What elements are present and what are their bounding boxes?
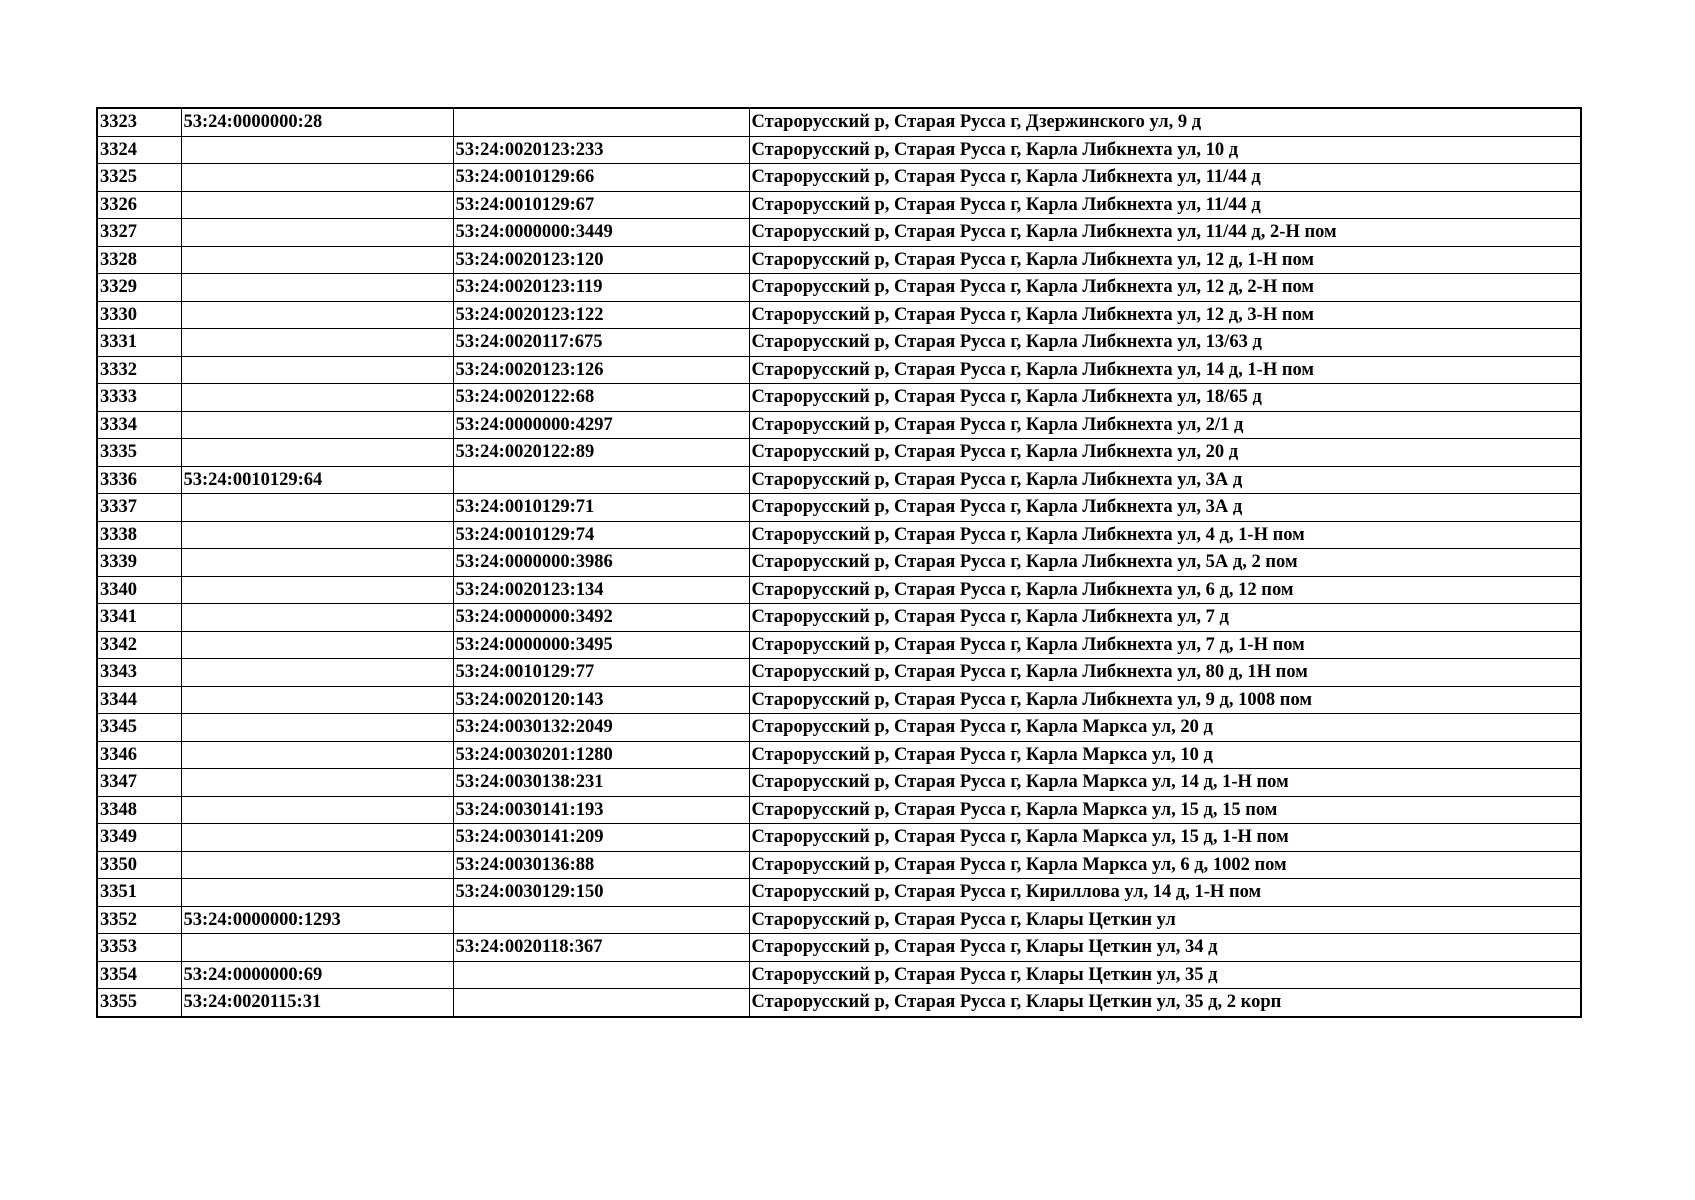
building-cadastral-number-cell: 53:24:0020123:122	[453, 301, 749, 329]
building-cadastral-number-cell: 53:24:0020118:367	[453, 934, 749, 962]
building-cadastral-number-cell: 53:24:0010129:77	[453, 659, 749, 687]
address-cell: Старорусский р, Старая Русса г, Карла Либкнехта ул, 2/1 д	[749, 411, 1581, 439]
address-cell: Старорусский р, Старая Русса г, Кириллова ул, 14 д, 1-Н пом	[749, 879, 1581, 907]
table-row	[97, 961, 1581, 989]
building-cadastral-number-cell: 53:24:0020123:134	[453, 576, 749, 604]
address-cell: Старорусский р, Старая Русса г, Карла Либкнехта ул, 20 д	[749, 439, 1581, 467]
cadastral-number-cell	[181, 136, 453, 164]
table-row	[97, 879, 1581, 907]
building-cadastral-number-cell: 53:24:0030129:150	[453, 879, 749, 907]
cadastral-number-cell	[181, 824, 453, 852]
cadastral-number-cell	[181, 576, 453, 604]
row-number-cell: 3338	[97, 521, 181, 549]
building-cadastral-number-cell: 53:24:0020117:675	[453, 329, 749, 357]
row-number-cell: 3352	[97, 906, 181, 934]
building-cadastral-number-cell	[453, 961, 749, 989]
address-cell: Старорусский р, Старая Русса г, Карла Либкнехта ул, 11/44 д	[749, 191, 1581, 219]
row-number-cell: 3345	[97, 714, 181, 742]
table-row	[97, 549, 1581, 577]
address-cell: Старорусский р, Старая Русса г, Карла Либкнехта ул, 11/44 д	[749, 164, 1581, 192]
cadastral-number-cell	[181, 604, 453, 632]
cadastral-number-cell	[181, 631, 453, 659]
row-number-cell: 3331	[97, 329, 181, 357]
building-cadastral-number-cell: 53:24:0030136:88	[453, 851, 749, 879]
cadastral-number-cell	[181, 274, 453, 302]
table-row	[97, 686, 1581, 714]
address-cell: Старорусский р, Старая Русса г, Карла Либкнехта ул, 12 д, 1-Н пом	[749, 246, 1581, 274]
building-cadastral-number-cell: 53:24:0010129:67	[453, 191, 749, 219]
cadastral-number-cell	[181, 191, 453, 219]
cadastral-number-cell	[181, 686, 453, 714]
document-sheet	[96, 107, 1582, 1018]
table-row	[97, 329, 1581, 357]
address-cell: Старорусский р, Старая Русса г, Клары Цеткин ул, 34 д	[749, 934, 1581, 962]
building-cadastral-number-cell: 53:24:0030141:193	[453, 796, 749, 824]
building-cadastral-number-cell: 53:24:0030141:209	[453, 824, 749, 852]
building-cadastral-number-cell: 53:24:0020123:119	[453, 274, 749, 302]
table-row	[97, 164, 1581, 192]
cadastral-number-cell	[181, 769, 453, 797]
address-cell: Старорусский р, Старая Русса г, Карла Либкнехта ул, 11/44 д, 2-Н пом	[749, 219, 1581, 247]
row-number-cell: 3326	[97, 191, 181, 219]
row-number-cell: 3353	[97, 934, 181, 962]
row-number-cell: 3355	[97, 989, 181, 1017]
row-number-cell: 3330	[97, 301, 181, 329]
address-cell: Старорусский р, Старая Русса г, Карла Либкнехта ул, 18/65 д	[749, 384, 1581, 412]
row-number-cell: 3336	[97, 466, 181, 494]
table-row	[97, 274, 1581, 302]
cadastral-number-cell	[181, 741, 453, 769]
row-number-cell: 3344	[97, 686, 181, 714]
row-number-cell: 3328	[97, 246, 181, 274]
address-cell: Старорусский р, Старая Русса г, Карла Либкнехта ул, 80 д, 1Н пом	[749, 659, 1581, 687]
building-cadastral-number-cell: 53:24:0000000:3492	[453, 604, 749, 632]
cadastral-number-cell: 53:24:0000000:69	[181, 961, 453, 989]
table-row	[97, 631, 1581, 659]
table-row	[97, 384, 1581, 412]
row-number-cell: 3333	[97, 384, 181, 412]
table-row	[97, 219, 1581, 247]
row-number-cell: 3332	[97, 356, 181, 384]
address-cell: Старорусский р, Старая Русса г, Карла Либкнехта ул, 12 д, 2-Н пом	[749, 274, 1581, 302]
address-cell: Старорусский р, Старая Русса г, Карла Либкнехта ул, 14 д, 1-Н пом	[749, 356, 1581, 384]
address-cell: Старорусский р, Старая Русса г, Карла Либкнехта ул, 9 д, 1008 пом	[749, 686, 1581, 714]
row-number-cell: 3325	[97, 164, 181, 192]
row-number-cell: 3334	[97, 411, 181, 439]
cadastral-number-cell	[181, 301, 453, 329]
row-number-cell: 3342	[97, 631, 181, 659]
table-row	[97, 494, 1581, 522]
property-registry-table	[96, 107, 1582, 1018]
cadastral-number-cell	[181, 521, 453, 549]
building-cadastral-number-cell: 53:24:0020123:126	[453, 356, 749, 384]
row-number-cell: 3329	[97, 274, 181, 302]
cadastral-number-cell	[181, 714, 453, 742]
row-number-cell: 3346	[97, 741, 181, 769]
address-cell: Старорусский р, Старая Русса г, Дзержинского ул, 9 д	[749, 108, 1581, 136]
address-cell: Старорусский р, Старая Русса г, Карла Либкнехта ул, 5А д, 2 пом	[749, 549, 1581, 577]
cadastral-number-cell	[181, 219, 453, 247]
building-cadastral-number-cell: 53:24:0020122:89	[453, 439, 749, 467]
cadastral-number-cell: 53:24:0020115:31	[181, 989, 453, 1017]
cadastral-number-cell	[181, 439, 453, 467]
building-cadastral-number-cell	[453, 466, 749, 494]
cadastral-number-cell	[181, 879, 453, 907]
row-number-cell: 3340	[97, 576, 181, 604]
building-cadastral-number-cell	[453, 108, 749, 136]
address-cell: Старорусский р, Старая Русса г, Карла Маркса ул, 20 д	[749, 714, 1581, 742]
table-row	[97, 714, 1581, 742]
building-cadastral-number-cell: 53:24:0010129:71	[453, 494, 749, 522]
table-row	[97, 136, 1581, 164]
address-cell: Старорусский р, Старая Русса г, Клары Цеткин ул, 35 д	[749, 961, 1581, 989]
cadastral-number-cell	[181, 329, 453, 357]
row-number-cell: 3337	[97, 494, 181, 522]
table-row	[97, 466, 1581, 494]
table-row	[97, 356, 1581, 384]
building-cadastral-number-cell: 53:24:0030201:1280	[453, 741, 749, 769]
table-row	[97, 191, 1581, 219]
building-cadastral-number-cell	[453, 989, 749, 1017]
table-row	[97, 301, 1581, 329]
table-row	[97, 851, 1581, 879]
building-cadastral-number-cell	[453, 906, 749, 934]
cadastral-number-cell: 53:24:0000000:1293	[181, 906, 453, 934]
row-number-cell: 3327	[97, 219, 181, 247]
address-cell: Старорусский р, Старая Русса г, Карла Либкнехта ул, 7 д, 1-Н пом	[749, 631, 1581, 659]
address-cell: Старорусский р, Старая Русса г, Карла Маркса ул, 14 д, 1-Н пом	[749, 769, 1581, 797]
table-row	[97, 521, 1581, 549]
building-cadastral-number-cell: 53:24:0000000:3986	[453, 549, 749, 577]
table-row	[97, 796, 1581, 824]
row-number-cell: 3341	[97, 604, 181, 632]
table-row	[97, 439, 1581, 467]
row-number-cell: 3323	[97, 108, 181, 136]
building-cadastral-number-cell: 53:24:0020120:143	[453, 686, 749, 714]
building-cadastral-number-cell: 53:24:0020122:68	[453, 384, 749, 412]
cadastral-number-cell	[181, 246, 453, 274]
table-row	[97, 989, 1581, 1017]
building-cadastral-number-cell: 53:24:0010129:66	[453, 164, 749, 192]
address-cell: Старорусский р, Старая Русса г, Клары Цеткин ул, 35 д, 2 корп	[749, 989, 1581, 1017]
building-cadastral-number-cell: 53:24:0020123:120	[453, 246, 749, 274]
address-cell: Старорусский р, Старая Русса г, Клары Цеткин ул	[749, 906, 1581, 934]
cadastral-number-cell	[181, 934, 453, 962]
row-number-cell: 3350	[97, 851, 181, 879]
building-cadastral-number-cell: 53:24:0000000:3495	[453, 631, 749, 659]
cadastral-number-cell	[181, 549, 453, 577]
building-cadastral-number-cell: 53:24:0000000:3449	[453, 219, 749, 247]
row-number-cell: 3339	[97, 549, 181, 577]
table-row	[97, 769, 1581, 797]
table-row	[97, 108, 1581, 136]
registry-table-body	[97, 108, 1581, 1017]
cadastral-number-cell	[181, 164, 453, 192]
address-cell: Старорусский р, Старая Русса г, Карла Либкнехта ул, 10 д	[749, 136, 1581, 164]
address-cell: Старорусский р, Старая Русса г, Карла Либкнехта ул, 7 д	[749, 604, 1581, 632]
cadastral-number-cell	[181, 851, 453, 879]
table-row	[97, 824, 1581, 852]
cadastral-number-cell	[181, 411, 453, 439]
address-cell: Старорусский р, Старая Русса г, Карла Либкнехта ул, 12 д, 3-Н пом	[749, 301, 1581, 329]
table-row	[97, 741, 1581, 769]
address-cell: Старорусский р, Старая Русса г, Карла Либкнехта ул, 13/63 д	[749, 329, 1581, 357]
address-cell: Старорусский р, Старая Русса г, Карла Маркса ул, 15 д, 1-Н пом	[749, 824, 1581, 852]
row-number-cell: 3351	[97, 879, 181, 907]
building-cadastral-number-cell: 53:24:0000000:4297	[453, 411, 749, 439]
row-number-cell: 3354	[97, 961, 181, 989]
address-cell: Старорусский р, Старая Русса г, Карла Маркса ул, 10 д	[749, 741, 1581, 769]
row-number-cell: 3348	[97, 796, 181, 824]
building-cadastral-number-cell: 53:24:0030138:231	[453, 769, 749, 797]
cadastral-number-cell	[181, 356, 453, 384]
address-cell: Старорусский р, Старая Русса г, Карла Либкнехта ул, 3А д	[749, 494, 1581, 522]
table-row	[97, 906, 1581, 934]
cadastral-number-cell	[181, 494, 453, 522]
cadastral-number-cell	[181, 659, 453, 687]
address-cell: Старорусский р, Старая Русса г, Карла Либкнехта ул, 3А д	[749, 466, 1581, 494]
cadastral-number-cell	[181, 384, 453, 412]
cadastral-number-cell: 53:24:0000000:28	[181, 108, 453, 136]
table-row	[97, 411, 1581, 439]
address-cell: Старорусский р, Старая Русса г, Карла Маркса ул, 15 д, 15 пом	[749, 796, 1581, 824]
table-row	[97, 934, 1581, 962]
building-cadastral-number-cell: 53:24:0010129:74	[453, 521, 749, 549]
address-cell: Старорусский р, Старая Русса г, Карла Либкнехта ул, 6 д, 12 пом	[749, 576, 1581, 604]
row-number-cell: 3347	[97, 769, 181, 797]
table-row	[97, 576, 1581, 604]
table-row	[97, 246, 1581, 274]
table-row	[97, 604, 1581, 632]
row-number-cell: 3349	[97, 824, 181, 852]
building-cadastral-number-cell: 53:24:0020123:233	[453, 136, 749, 164]
row-number-cell: 3335	[97, 439, 181, 467]
row-number-cell: 3343	[97, 659, 181, 687]
row-number-cell: 3324	[97, 136, 181, 164]
address-cell: Старорусский р, Старая Русса г, Карла Либкнехта ул, 4 д, 1-Н пом	[749, 521, 1581, 549]
table-row	[97, 659, 1581, 687]
building-cadastral-number-cell: 53:24:0030132:2049	[453, 714, 749, 742]
address-cell: Старорусский р, Старая Русса г, Карла Маркса ул, 6 д, 1002 пом	[749, 851, 1581, 879]
cadastral-number-cell	[181, 796, 453, 824]
cadastral-number-cell: 53:24:0010129:64	[181, 466, 453, 494]
